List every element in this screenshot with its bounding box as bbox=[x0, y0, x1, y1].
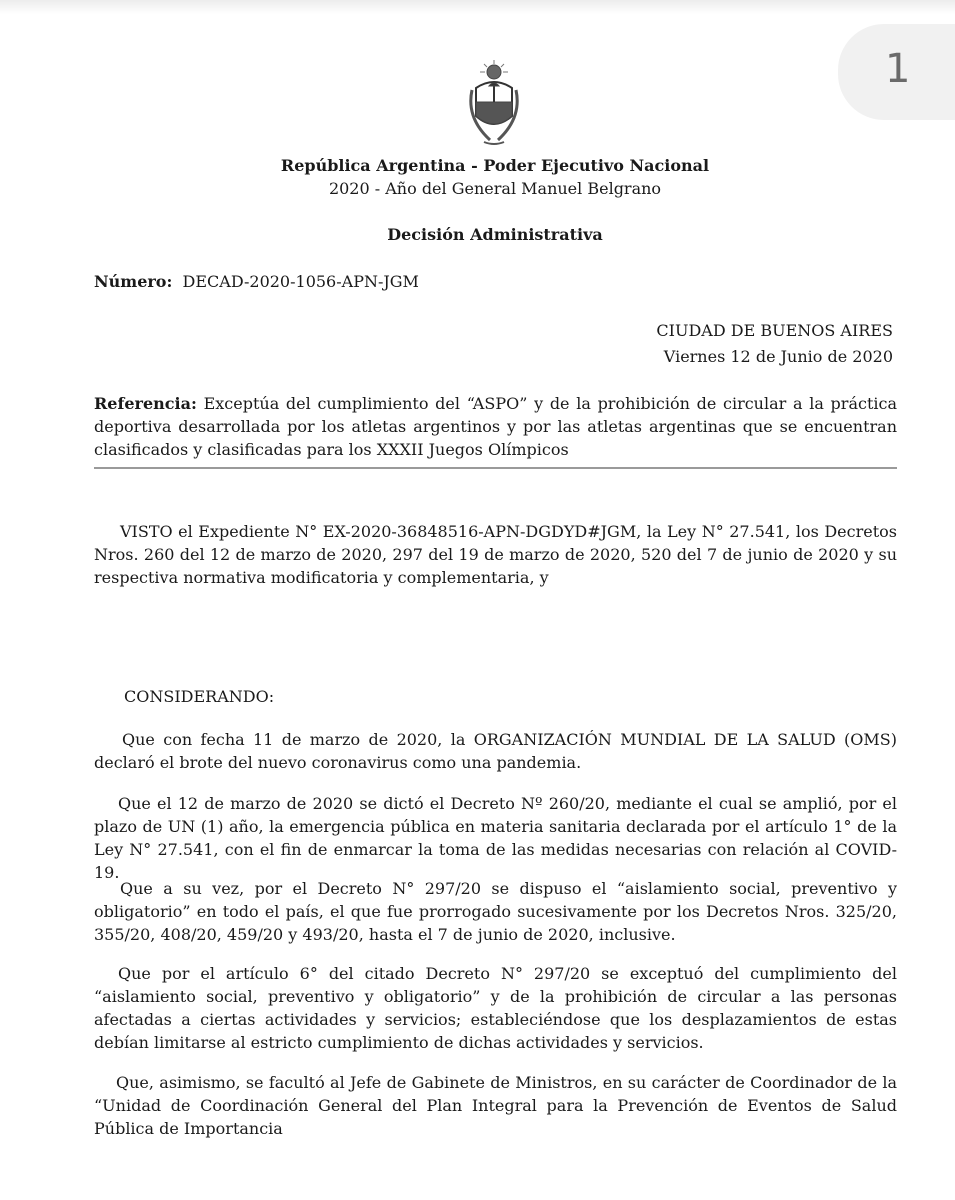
referencia-text: Exceptúa del cumplimiento del “ASPO” y de la prohibición de circular a la práctica deportiva desarrollada por los atletas argentinos y por las atletas argentinas que se encuentran clasificados y clasificadas para los XXXII Juegos Olímpicos bbox=[94, 394, 897, 459]
considerando-heading: CONSIDERANDO: bbox=[124, 687, 275, 706]
referencia-block bbox=[94, 392, 897, 461]
considerando-paragraph-1: Que con fecha 11 de marzo de 2020, la ORGANIZACIÓN MUNDIAL DE LA SALUD (OMS) declaró el brote del nuevo coronavirus como una pandemia. bbox=[94, 730, 897, 772]
coat-of-arms-icon bbox=[462, 58, 526, 150]
top-shadow-bar bbox=[0, 0, 955, 14]
numero-label: Número: bbox=[94, 272, 173, 291]
place: CIUDAD DE BUENOS AIRES bbox=[656, 321, 893, 340]
divider bbox=[94, 467, 897, 469]
referencia-label: Referencia: bbox=[94, 394, 197, 413]
numero-value: DECAD-2020-1056-APN-JGM bbox=[182, 272, 419, 291]
date: Viernes 12 de Junio de 2020 bbox=[663, 347, 893, 366]
header-subtitle: 2020 - Año del General Manuel Belgrano bbox=[328, 179, 662, 198]
numero-line bbox=[94, 271, 419, 293]
considerando-paragraph-4: Que por el artículo 6° del citado Decreto N° 297/20 se exceptuó del cumplimiento del “aislamiento social, preventivo y obligatorio” y de la prohibición de circular a las personas afectadas a ciertas actividades y servicios; estableciéndose que los desplazamientos de estas debían limitarse al estricto cumplimiento de dichas actividades y servicios. bbox=[94, 964, 897, 1052]
visto-paragraph: VISTO el Expediente N° EX-2020-36848516-APN-DGDYD#JGM, la Ley N° 27.541, los Decretos Nros. 260 del 12 de marzo de 2020, 297 del 19 de marzo de 2020, 520 del 7 de junio de 2020 y su respectiva normativa modificatoria y complementaria, y bbox=[94, 522, 897, 587]
document-type: Decisión Administrativa bbox=[387, 225, 603, 244]
considerando-paragraph-5: Que, asimismo, se facultó al Jefe de Gabinete de Ministros, en su carácter de Coordinador de la “Unidad de Coordinación General del Plan Integral para la Prevención de Eventos de Salud Pública de Importancia bbox=[94, 1073, 897, 1138]
considerando-paragraph-2: Que el 12 de marzo de 2020 se dictó el Decreto Nº 260/20, mediante el cual se amplió, por el plazo de UN (1) año, la emergencia pública en materia sanitaria declarada por el artículo 1° de la Ley N° 27.541, con el fin de enmarcar la toma de las medidas necesarias con relación al COVID-19. bbox=[94, 794, 897, 882]
page-number-badge[interactable]: 1 bbox=[838, 24, 955, 120]
considerando-paragraph-3: Que a su vez, por el Decreto N° 297/20 se dispuso el “aislamiento social, preventivo y obligatorio” en todo el país, el que fue prorrogado sucesivamente por los Decretos Nros. 325/20, 355/20, 408/20, 459/20 y 493/20, hasta el 7 de junio de 2020, inclusive. bbox=[94, 879, 897, 944]
header-title: República Argentina - Poder Ejecutivo Nacional bbox=[280, 156, 710, 175]
